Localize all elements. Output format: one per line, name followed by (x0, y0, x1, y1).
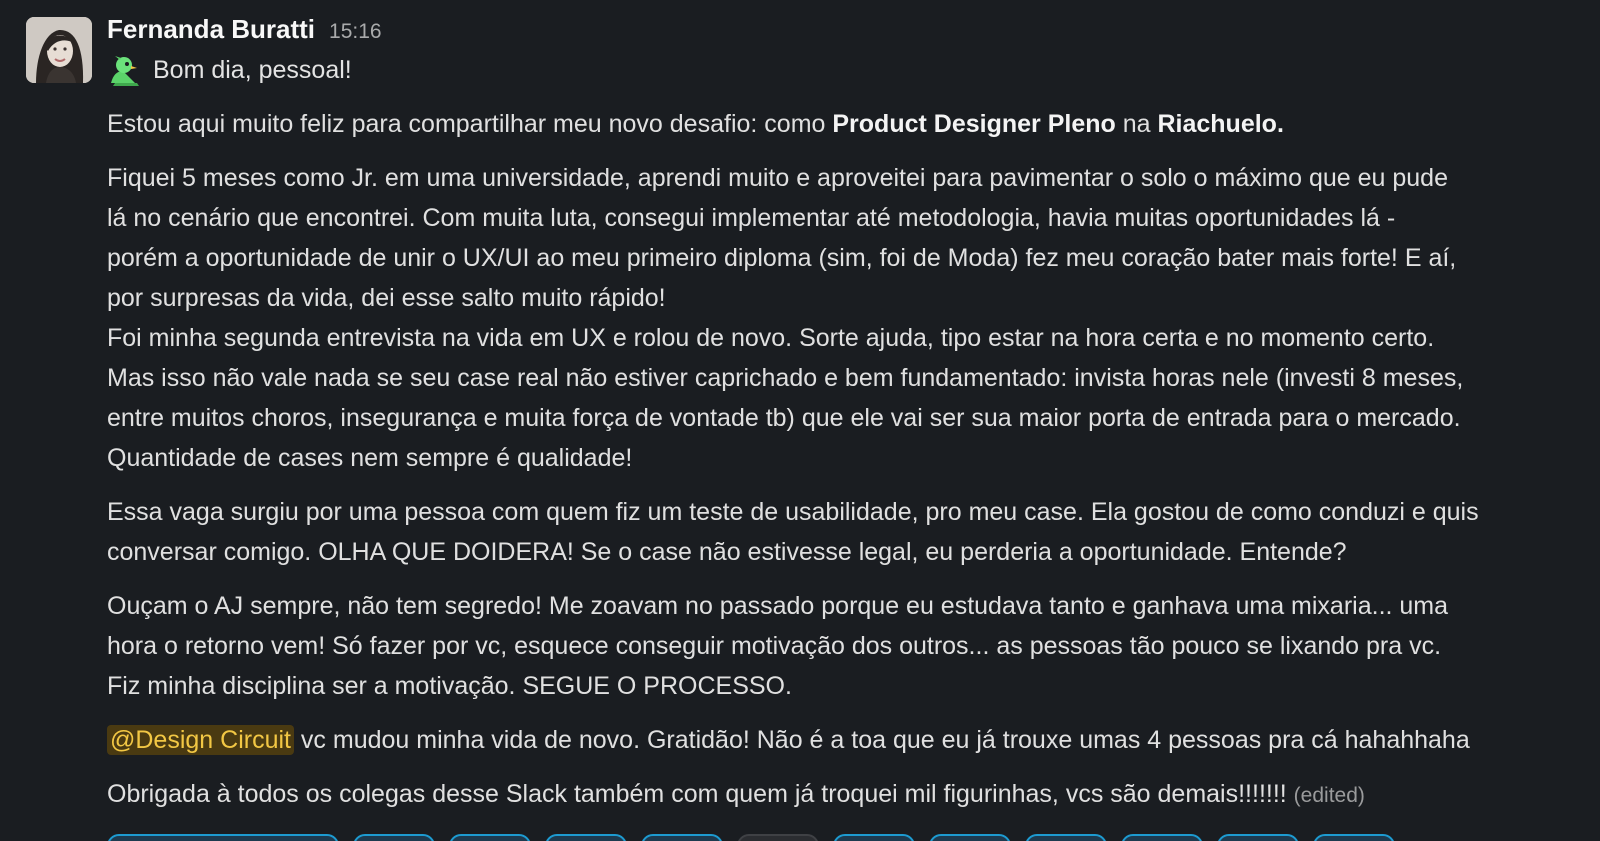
advice-line: hora o retorno vem! Só fazer por vc, esquece conseguir motivação dos outros... as pessoas tão pouco se lixando pra vc. (107, 632, 1442, 660)
reaction-pill[interactable] (737, 834, 819, 841)
thanks-text: Obrigada à todos os colegas desse Slack também com quem já troquei mil figurinhas, vcs são demais!!!!!!! (107, 780, 1294, 808)
reaction-pill[interactable] (107, 834, 339, 841)
reaction-pill[interactable] (1121, 834, 1203, 841)
opportunity-line: Essa vaga surgiu por uma pessoa com quem fiz um teste de usabilidade, pro meu case. Ela gostou de como conduzi e quis (107, 498, 1479, 526)
story-line: Fiquei 5 meses como Jr. em uma universidade, aprendi muito e aproveitei para pavimentar o solo o máximo que eu pude (107, 164, 1448, 192)
message-body (107, 14, 1587, 816)
story-line: Foi minha segunda entrevista na vida em UX e rolou de novo. Sorte ajuda, tipo estar na hora certa e no momento certo. (107, 324, 1435, 352)
advice-line: Fiz minha disciplina ser a motivação. SEGUE O PROCESSO. (107, 672, 792, 700)
announcement-role: Product Designer Pleno (832, 110, 1116, 138)
paragraph-advice (107, 586, 1587, 706)
reaction-pill[interactable] (929, 834, 1011, 841)
reaction-pill[interactable] (1025, 834, 1107, 841)
greeting-text: Bom dia, pessoal! (153, 55, 352, 84)
announcement-connector: na (1115, 110, 1158, 138)
story-line: porém a oportunidade de unir o UX/UI ao meu primeiro diploma (sim, foi de Moda) fez meu coração bater mais forte! E aí, (107, 244, 1457, 272)
reaction-pill[interactable] (449, 834, 531, 841)
story-line: entre muitos choros, insegurança e muita força de vontade tb) que ele vai ser sua maior porta de entrada para o mercado. (107, 404, 1461, 432)
reaction-pill[interactable] (1313, 834, 1395, 841)
opportunity-line: conversar comigo. OLHA QUE DOIDERA! Se o case não estivesse legal, eu perderia a oportunidade. Entende? (107, 538, 1347, 566)
reaction-bar (107, 834, 1395, 841)
user-mention[interactable]: @Design Circuit (107, 725, 294, 755)
story-line: Mas isso não vale nada se seu case real não estiver caprichado e bem fundamentado: invista horas nele (investi 8 meses, (107, 364, 1464, 392)
paragraph-thanks (107, 774, 1587, 816)
green-bird-emoji-icon (107, 53, 143, 87)
message-header (107, 14, 1587, 50)
paragraph-story (107, 158, 1587, 478)
gratitude-text: vc mudou minha vida de novo. Gratidão! Não é a toa que eu já trouxe umas 4 pessoas pra cá hahahhaha (293, 726, 1470, 754)
story-line: por surpresas da vida, dei esse salto muito rápido! (107, 284, 666, 312)
reaction-pill[interactable] (641, 834, 723, 841)
avatar-photo (26, 17, 92, 83)
story-line: Quantidade de cases nem sempre é qualidade! (107, 444, 633, 472)
reaction-pill[interactable] (353, 834, 435, 841)
message-timestamp[interactable]: 15:16 (329, 20, 382, 43)
paragraph-opportunity (107, 492, 1587, 572)
edited-label: (edited) (1293, 784, 1365, 807)
sender-name[interactable]: Fernanda Buratti (107, 14, 316, 44)
avatar[interactable] (26, 17, 92, 83)
advice-line: Ouçam o AJ sempre, não tem segredo! Me zoavam no passado porque eu estudava tanto e ganhava uma mixaria... uma (107, 592, 1449, 620)
paragraph-announcement (107, 104, 1587, 144)
greeting-line (107, 50, 1587, 90)
announcement-text: Estou aqui muito feliz para compartilhar meu novo desafio: como (107, 110, 833, 138)
reaction-pill[interactable] (833, 834, 915, 841)
reaction-pill[interactable] (545, 834, 627, 841)
paragraph-gratitude (107, 720, 1587, 760)
reaction-pill[interactable] (1217, 834, 1299, 841)
story-line: lá no cenário que encontrei. Com muita luta, consegui implementar até metodologia, havia muitas oportunidades lá - (107, 204, 1396, 232)
announcement-company: Riachuelo. (1157, 110, 1284, 138)
